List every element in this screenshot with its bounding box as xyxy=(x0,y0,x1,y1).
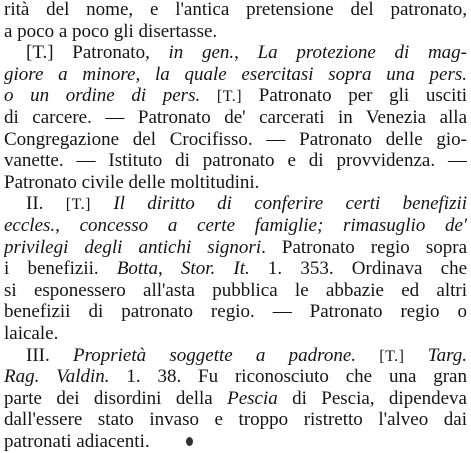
text-line xyxy=(4,172,467,194)
text-segment: Patronato civile delle moltitudini. xyxy=(4,171,260,193)
text-line xyxy=(4,388,467,410)
text-line xyxy=(4,280,467,302)
text-segment xyxy=(405,345,428,366)
text-segment: di carcere. — Patronato de' carcerati in Venezia alla xyxy=(4,107,467,128)
text-line xyxy=(26,42,467,64)
text-line xyxy=(4,237,467,259)
italic-segment: Rag. Valdin. xyxy=(4,366,110,388)
text-line xyxy=(4,366,467,388)
text-segment: rità del nome, e l'antica pretensione del patronato, xyxy=(4,0,467,20)
text-line xyxy=(26,345,467,368)
text-segment xyxy=(91,193,113,214)
text-segment xyxy=(356,345,379,366)
text-segment: Congregazione del Crocifisso. — Patronato delle gio- xyxy=(4,128,467,150)
text-segment: patronati adiacenti. xyxy=(4,431,150,452)
italic-segment: eccles., concesso a certe famiglie; rimasuglio de' xyxy=(4,215,467,236)
text-line xyxy=(4,409,467,431)
text-segment: vanette. — Istituto di patronato e di provvidenza. — xyxy=(4,150,467,172)
text-segment: Patronato per gli usciti xyxy=(242,85,467,107)
bracket-tag: [T.] xyxy=(65,196,91,214)
text-segment: III. xyxy=(26,344,73,366)
italic-segment: Proprietà soggette a padrone. xyxy=(72,344,357,366)
bracket-tag: [T.] xyxy=(379,347,405,365)
text-segment: [T.] Patronato, xyxy=(26,42,169,64)
bracket-tag: [T.] xyxy=(216,88,243,106)
text-line xyxy=(4,431,467,453)
text-line xyxy=(4,258,467,280)
text-line xyxy=(4,215,467,237)
text-segment: laicale. xyxy=(4,323,59,344)
text-segment: parte dei disordini della xyxy=(4,387,228,409)
text-segment: , xyxy=(234,42,258,64)
text-segment: 1. 353. Ordinava che xyxy=(249,258,467,280)
text-line xyxy=(4,301,467,323)
italic-segment: giore a minore, la quale esercitasi sopra una pers. xyxy=(4,63,467,85)
italic-segment: o un ordine di pers. xyxy=(4,85,201,107)
text-segment: . Patronato regio sopra xyxy=(261,236,467,258)
text-line xyxy=(4,150,467,172)
text-segment: a poco a poco gli disertasse. xyxy=(4,20,218,42)
italic-segment: Targ. xyxy=(427,344,467,366)
text-line xyxy=(4,323,467,345)
italic-segment: privilegi degli antichi signori xyxy=(4,236,262,258)
text-line xyxy=(26,193,467,216)
text-line xyxy=(4,129,467,151)
italic-segment: Il diritto di conferire certi benefizii xyxy=(113,193,467,215)
text-segment: 1. 38. Fu riconosciuto che una gran xyxy=(109,366,467,388)
text-segment: II. xyxy=(26,193,66,215)
italic-segment: Botta, Stor. It. xyxy=(116,258,250,280)
text-segment: dall'essere stato invaso e troppo ristretto l'alveo dai xyxy=(4,409,467,431)
text-segment xyxy=(200,85,217,106)
italic-segment: La protezione di mag- xyxy=(257,42,467,64)
italic-segment: in gen. xyxy=(168,42,235,64)
text-segment: di Pescia, dipendeva xyxy=(277,387,467,409)
text-segment: si esponessero all'asta pubblica le abbazie ed altri xyxy=(4,279,467,301)
ink-blot xyxy=(186,437,193,446)
text-line xyxy=(4,107,467,129)
text-line xyxy=(4,85,467,108)
text-line xyxy=(4,64,467,86)
text-segment: benefizii di patronato regio. — Patronato regio o xyxy=(4,301,467,323)
text-line xyxy=(4,0,467,21)
text-segment: i benefizii. xyxy=(4,258,117,280)
italic-segment: Pescia xyxy=(227,387,278,409)
text-line xyxy=(4,21,467,43)
